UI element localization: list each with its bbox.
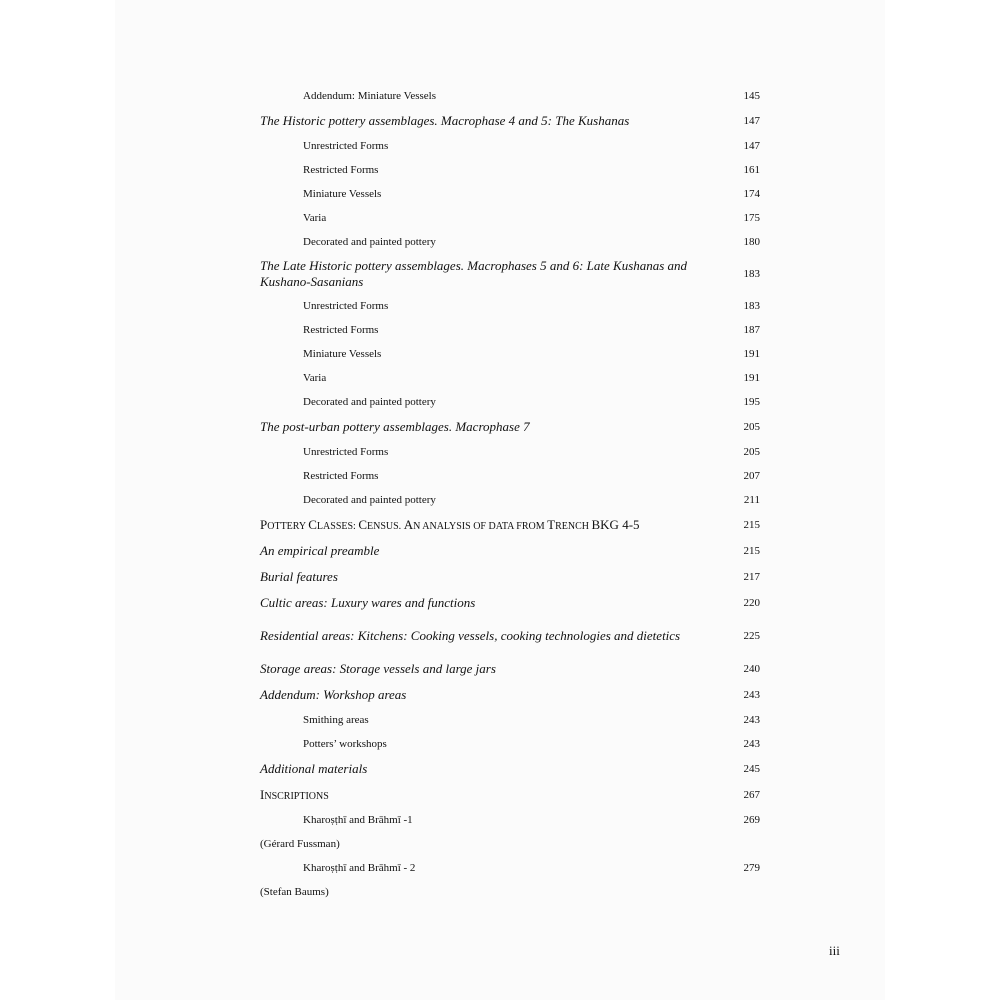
toc-page-number: 195 (743, 396, 760, 408)
toc-entry-title (260, 787, 720, 803)
toc-page-number: 207 (743, 470, 760, 482)
toc-entry-title: The post-urban pottery assemblages. Macrophase 7 (260, 419, 530, 434)
toc-subentry[interactable] (260, 158, 760, 182)
toc-entry[interactable] (260, 512, 760, 538)
toc-subentry[interactable] (260, 366, 760, 390)
title-part: I (260, 787, 265, 802)
title-part: RENCH (555, 521, 592, 532)
toc-entry-title: Varia (303, 212, 327, 224)
toc-page-number: 240 (743, 663, 760, 675)
toc-entry-title: Cultic areas: Luxury wares and functions (260, 595, 476, 610)
toc-entry-title: Additional materials (260, 761, 368, 776)
toc-entry[interactable] (260, 538, 760, 564)
toc-page-number: 145 (743, 90, 760, 102)
toc-entry-title: Storage areas: Storage vessels and large jars (260, 661, 496, 676)
toc-author: (Stefan Baums) (260, 886, 329, 898)
toc-page-number: 161 (743, 164, 760, 176)
toc-entry-title: Kharoṣṭhī and Brāhmī - 2 (303, 862, 416, 874)
title-part: P (260, 517, 268, 532)
toc-page-number: 217 (743, 571, 760, 583)
toc-page-number: 183 (743, 268, 760, 280)
toc-subentry[interactable] (260, 464, 760, 488)
toc-entry-title: Burial features (260, 569, 338, 584)
toc-page-number: 220 (743, 597, 760, 609)
toc-entry-title: Restricted Forms (303, 164, 379, 176)
title-part: ENSUS. (367, 521, 404, 532)
toc-subentry[interactable] (260, 134, 760, 158)
toc-subentry[interactable] (260, 808, 760, 832)
toc-entry-title: The Late Historic pottery assemblages. Macrophases 5 and 6: Late Kushanas and Kushano-Sasanians (260, 258, 688, 289)
toc-entry[interactable] (260, 782, 760, 808)
title-part: OTTERY (267, 521, 309, 532)
toc-entry-title: Unrestricted Forms (303, 140, 389, 152)
toc-entry-title: Miniature Vessels (303, 348, 382, 360)
toc-entry-title: Addendum: Workshop areas (260, 687, 407, 702)
toc-subentry[interactable] (260, 488, 760, 512)
toc-subentry[interactable] (260, 230, 760, 254)
toc-entry-title: Decorated and painted pottery (303, 236, 436, 248)
toc-page-number: 225 (743, 630, 760, 642)
title-part: BKG 4-5 (591, 517, 640, 532)
toc-page-number: 211 (743, 494, 760, 506)
toc-subentry[interactable] (260, 206, 760, 230)
toc-page-number: 205 (743, 446, 760, 458)
toc-page-number: 183 (743, 300, 760, 312)
toc-subentry[interactable] (260, 440, 760, 464)
toc-page-number: 243 (743, 738, 760, 750)
title-part: T (547, 517, 556, 532)
toc-entry-title: Decorated and painted pottery (303, 396, 436, 408)
toc-page-number: 215 (743, 545, 760, 557)
title-part: NSCRIPTIONS (264, 791, 329, 802)
toc-entry-title: Restricted Forms (303, 324, 379, 336)
toc-page-number: 269 (743, 814, 760, 826)
toc-entry-title: Miniature Vessels (303, 188, 382, 200)
toc-entry-title (260, 517, 720, 533)
toc-page-number: 147 (743, 140, 760, 152)
toc-entry-title: An empirical preamble (260, 543, 380, 558)
toc-page-number: 243 (743, 714, 760, 726)
toc-page-number: 215 (743, 519, 760, 531)
toc-entry-title: Restricted Forms (303, 470, 379, 482)
title-part: LASSES: (316, 521, 359, 532)
toc-entry-title: The Historic pottery assemblages. Macrophase 4 and 5: The Kushanas (260, 113, 630, 128)
toc-entry[interactable] (260, 756, 760, 782)
toc-entry-title: Varia (303, 372, 327, 384)
toc-entry-title: Decorated and painted pottery (303, 494, 436, 506)
toc-page-number: 187 (743, 324, 760, 336)
toc-entry-title: Addendum: Miniature Vessels (303, 90, 437, 102)
toc-entry-title: Smithing areas (303, 714, 369, 726)
toc-author: (Gérard Fussman) (260, 838, 340, 850)
toc-page-number: 279 (743, 862, 760, 874)
toc-page-number: 243 (743, 689, 760, 701)
toc-page-number: 180 (743, 236, 760, 248)
title-part: C (308, 517, 317, 532)
toc-entry-title: Unrestricted Forms (303, 300, 389, 312)
toc-page-number: 205 (743, 421, 760, 433)
toc-subentry[interactable] (260, 318, 760, 342)
toc-subentry[interactable] (260, 342, 760, 366)
toc-subentry[interactable] (260, 182, 760, 206)
title-part: N ANALYSIS OF DATA FROM (413, 521, 548, 532)
toc-entry[interactable] (260, 564, 760, 590)
toc-entry[interactable] (260, 414, 760, 440)
toc-subentry[interactable] (260, 84, 760, 108)
title-part: A (403, 517, 414, 532)
title-part: C (358, 517, 367, 532)
toc-page-number: 191 (743, 372, 760, 384)
toc-entry[interactable] (260, 656, 760, 682)
toc-page-number: 191 (743, 348, 760, 360)
toc-subentry[interactable] (260, 732, 760, 756)
toc-page-number: 147 (743, 115, 760, 127)
toc-entry[interactable] (260, 616, 760, 656)
toc-entry[interactable] (260, 590, 760, 616)
toc-subentry[interactable] (260, 294, 760, 318)
toc-entry-title: Kharoṣṭhī and Brāhmī -1 (303, 814, 413, 826)
toc-subentry[interactable] (260, 708, 760, 732)
toc-page-number: 245 (743, 763, 760, 775)
table-of-contents (260, 84, 760, 904)
page-folio: iii (829, 943, 840, 958)
toc-subentry[interactable] (260, 856, 760, 880)
toc-entry[interactable] (260, 108, 760, 134)
toc-page-number: 174 (743, 188, 760, 200)
toc-page-number: 175 (743, 212, 760, 224)
toc-entry[interactable] (260, 682, 760, 708)
toc-entry-title: Potters’ workshops (303, 738, 387, 750)
toc-subentry[interactable] (260, 390, 760, 414)
toc-entry[interactable] (260, 254, 760, 294)
toc-entry-title: Unrestricted Forms (303, 446, 389, 458)
toc-page-number: 267 (743, 789, 760, 801)
toc-entry-title: Residential areas: Kitchens: Cooking vessels, cooking technologies and dietetics (260, 628, 681, 643)
